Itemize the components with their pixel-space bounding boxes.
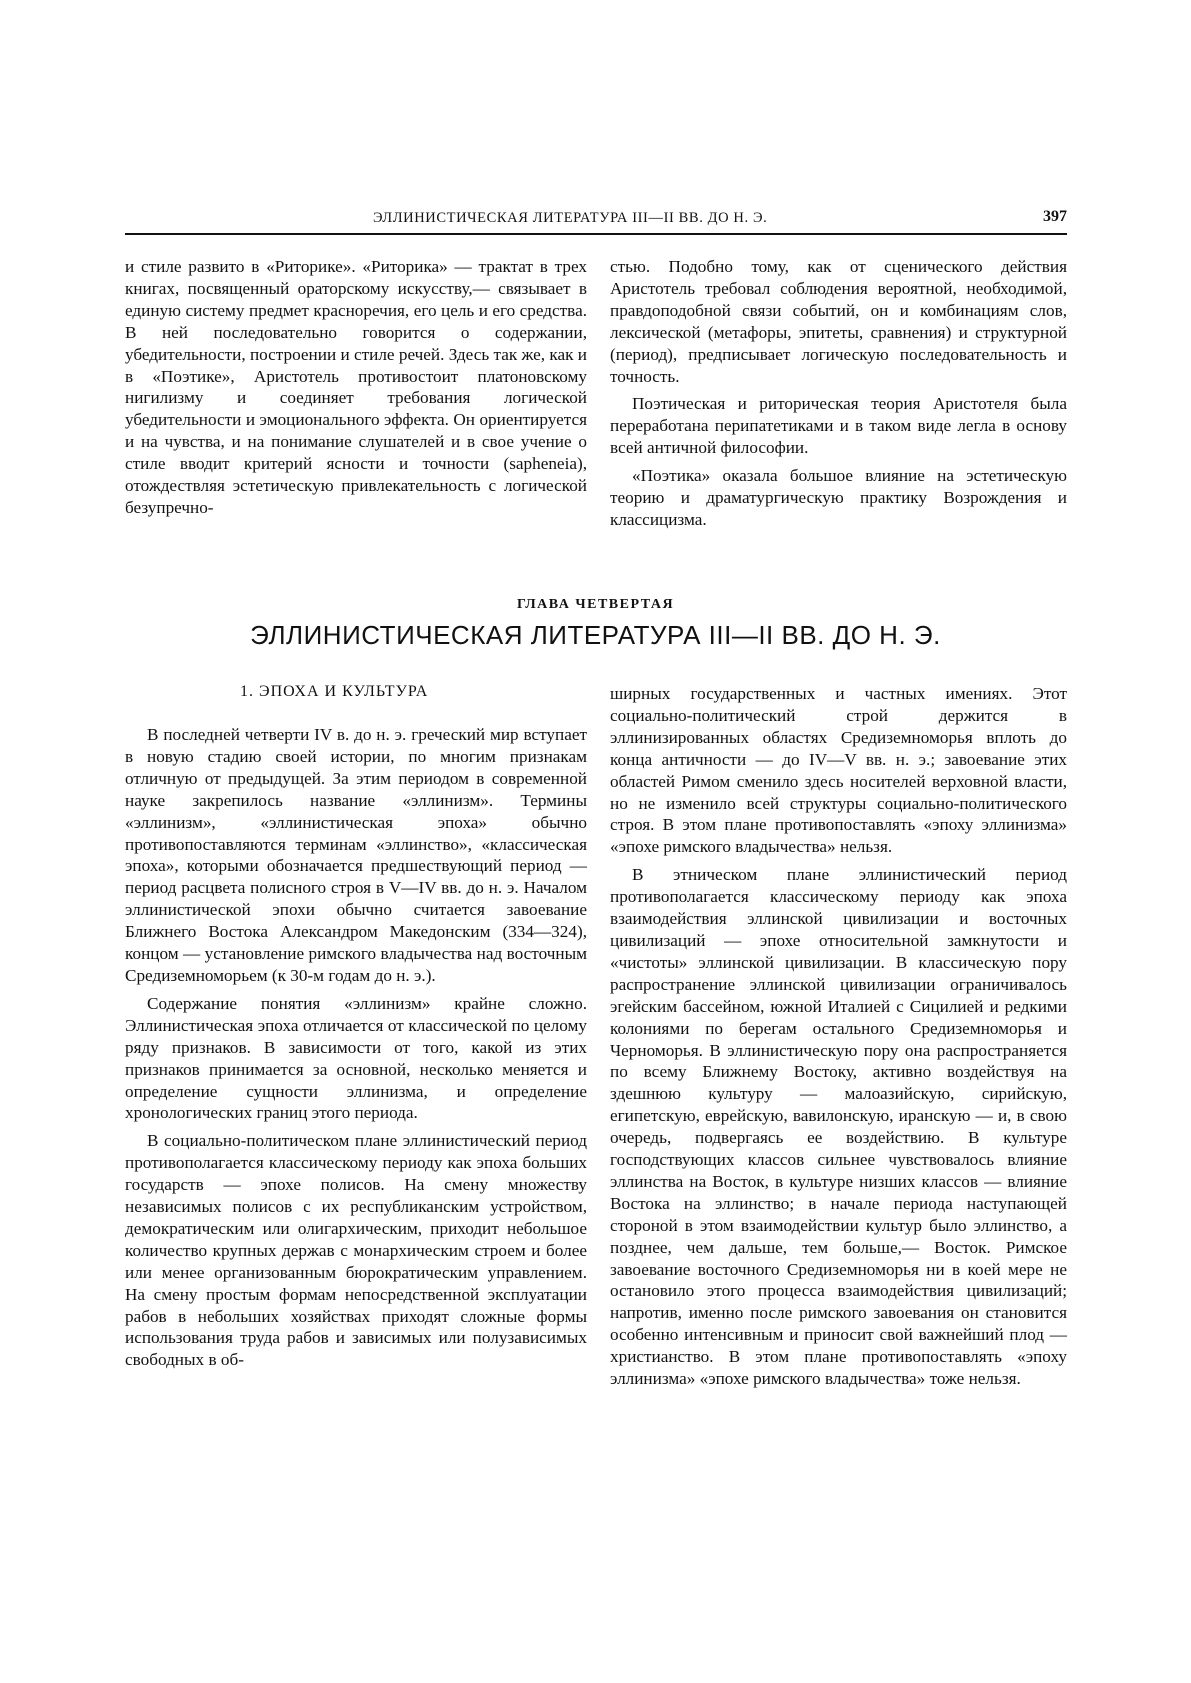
- paragraph: ширных государственных и частных имениях. Этот социально-политический строй держится в эллинизированных областях Средиземноморья вплоть до конца античности — до IV—V вв. н. э.; завоевание этих областей Римом сменило здесь носителей верховной власти, но не изменило всей структуры социально-политического строя. В этом плане противопоставлять «эпоху эллинизма» «эпохе римского владычества» нельзя.: [610, 684, 1067, 857]
- body-left-column: [125, 724, 587, 1371]
- paragraph: Содержание понятия «эллинизм» крайне сложно. Эллинистическая эпоха отличается от классической по целому ряду признаков. В зависимости от того, какой из этих признаков принимается за основной, несколько меняется и определение сущности эллинизма, и определение хронологических границ этого периода.: [125, 993, 587, 1123]
- top-left-column: [125, 256, 587, 519]
- running-head: [125, 208, 1067, 234]
- paragraph: стью. Подобно тому, как от сценического действия Аристотель требовал соблюдения вероятной, необходимой, правдоподобной связи событий, он и комбинациям слов, лексической (метафоры, эпитеты, сравнения) и структурной (период), предписывает логическую последовательность и точность.: [610, 257, 1067, 386]
- chapter-label: ГЛАВА ЧЕТВЕРТАЯ: [516, 597, 675, 612]
- header-rule: [125, 233, 1067, 235]
- paragraph: «Поэтика» оказала большое влияние на эстетическую теорию и драматургическую практику Возрождения и классицизма.: [610, 466, 1067, 529]
- chapter-title: ЭЛЛИНИСТИЧЕСКАЯ ЛИТЕРАТУРА III—II ВВ. ДО Н. Э.: [250, 620, 941, 650]
- body-right-column: [610, 683, 1067, 1390]
- running-title: ЭЛЛИНИСТИЧЕСКАЯ ЛИТЕРАТУРА III—II ВВ. ДО Н. Э.: [373, 210, 768, 226]
- paragraph: В последней четверти IV в. до н. э. греческий мир вступает в новую стадию своей истории, по многим признакам отличную от предыдущей. За этим периодом в современной науке закрепилось название «эллинизм». Термины «эллинизм», «эллинистическая эпоха» обычно противопоставляются терминам «эллинство», «классическая эпоха», которыми обозначается предшествующий период — период расцвета полисного строя в V—IV вв. до н. э. Началом эллинистической эпохи обычно считается завоевание Ближнего Востока Александром Македонским (334—324), концом — установление римского владычества над восточным Средиземноморьем (к 30-м годам до н. э.).: [125, 725, 587, 985]
- paragraph: В социально-политическом плане эллинистический период противополагается классическому периоду как эпоха больших государств — эпохе полисов. На смену множеству независимых полисов с их республиканским устройством, демократическим или олигархическим, приходит небольшое количество крупных держав с монархическим строем и более или менее организованным бюрократическим управлением. На смену простым формам непосредственной эксплуатации рабов в небольших хозяйствах приходят сложные формы использования труда рабов и зависимых или полузависимых свободных в об-: [125, 1131, 587, 1370]
- paragraph: Поэтическая и риторическая теория Аристотеля была переработана перипатетиками и в таком виде легла в основу всей античной философии.: [610, 394, 1067, 458]
- paragraph: В этническом плане эллинистический период противополагается классическому периоду как эпоха взаимодействия эллинской цивилизации и восточных цивилизаций — эпохе относительной замкнутости и «чистоты» эллинской цивилизации. В классическую пору распространение эллинской цивилизации ограничивалось эгейским бассейном, южной Италией с Сицилией и редкими колониями по берегам остального Средиземноморья и Черноморья. В эллинистическую пору она распространяется по всему Ближнему Востоку, активно воздействуя на здешнюю культуру — малоазийскую, сирийскую, египетскую, еврейскую, вавилонскую, иранскую — и, в свою очередь, подвергаясь ее воздействию. В культуре господствующих классов сильнее чувствовалось влияние эллинства на Восток, в культуре низших классов — влияние Востока на эллинство; в начале периода наступающей стороной в этом взаимодействии культур было эллинство, а позднее, чем дальше, тем больше,— Восток. Римское завоевание восточного Средиземноморья ни в коей мере не остановило этого процесса взаимодействия цивилизаций; напротив, именно после римского завоевания он становится особенно интенсивным и приносит свой важнейший плод — христианство. В этом плане противопоставлять «эпоху эллинизма» «эпохе римского владычества» тоже нельзя.: [610, 865, 1067, 1389]
- top-right-column: [610, 256, 1067, 531]
- page-number: 397: [1043, 208, 1067, 225]
- paragraph: и стиле развито в «Риторике». «Риторика» — трактат в трех книгах, посвященный ораторскому искусству,— связывает в единую систему предмет красноречия, его цель и его средства. В ней последовательно говорится о содержании, убедительности, построении и стиле речей. Здесь так же, как и в «Поэтике», Аристотель противостоит платоновскому нигилизму и соединяет требования логической убедительности и эмоционального эффекта. Он ориентируется и на чувства, и на понимание слушателей и в свое учение о стиле вводит критерий ясности и точности (sapheneia), отождествляя эстетическую привлекательность с логической безупречно-: [125, 257, 587, 517]
- section-title: 1. ЭПОХА И КУЛЬТУРА: [240, 683, 429, 700]
